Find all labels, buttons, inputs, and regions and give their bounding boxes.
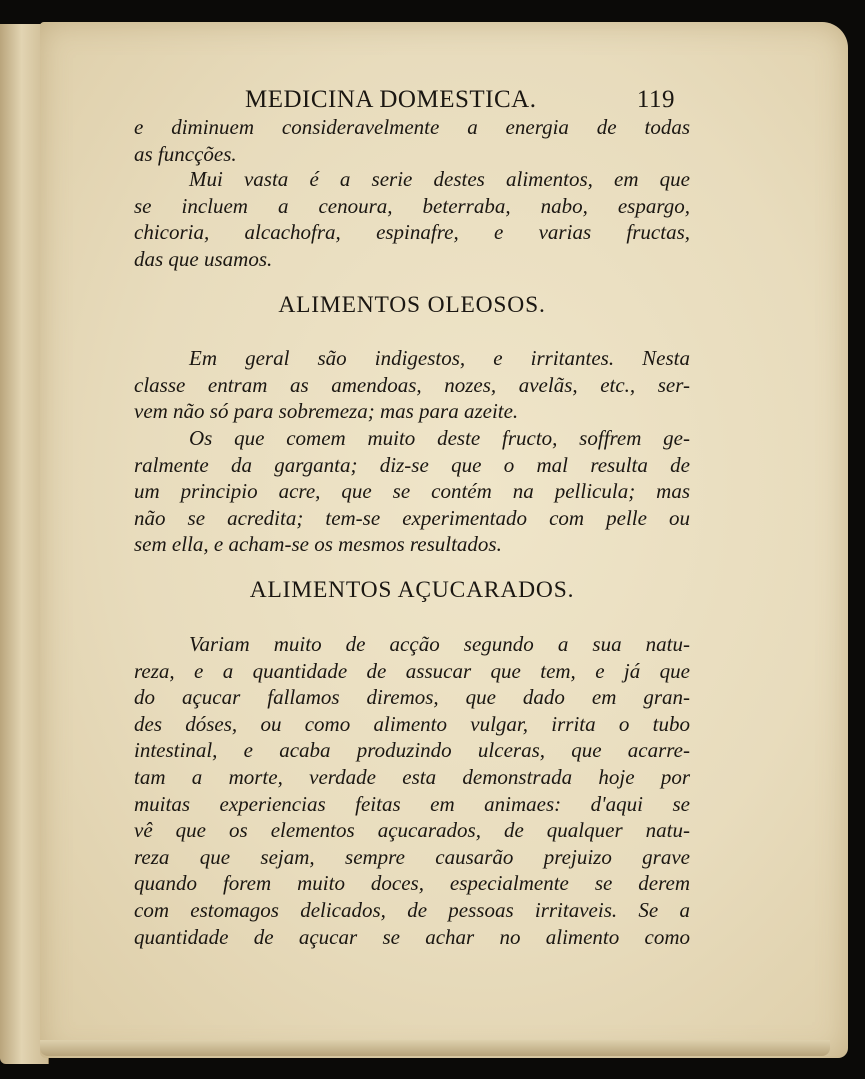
text-line: des dóses, ou como alimento vulgar, irrita o tubo	[134, 711, 690, 736]
text-line: reza que sejam, sempre causarão prejuizo grave	[134, 844, 690, 869]
text-line: classe entram as amendoas, nozes, avelãs, etc., ser-	[134, 372, 690, 397]
text-line: chicoria, alcachofra, espinafre, e varias fructas,	[134, 220, 690, 245]
text-line: muitas experiencias feitas em animaes: d'aqui se	[134, 791, 690, 816]
paragraph-continuation	[134, 114, 690, 167]
running-head	[245, 86, 675, 114]
text-line: com estomagos delicados, de pessoas irritaveis. Se a	[134, 897, 690, 922]
text-line: tam a morte, verdade esta demonstrada hoje por	[134, 764, 690, 789]
text-line: intestinal, e acaba produzindo ulceras, que acarre-	[134, 738, 690, 763]
text-line: ralmente da garganta; diz-se que o mal resulta de	[134, 452, 690, 477]
text-line: Em geral são indigestos, e irritantes. Nesta	[189, 346, 690, 370]
page-number: 119	[636, 86, 675, 113]
section-heading-oleosos: ALIMENTOS OLEOSOS.	[278, 292, 546, 318]
text-line: quando forem muito doces, especialmente se derem	[134, 871, 690, 896]
text-line: sem ella, e acham-se os mesmos resultados.	[134, 532, 502, 557]
text-line: das que usamos.	[134, 246, 273, 271]
section-heading-acucarados: ALIMENTOS AÇUCARADOS.	[249, 577, 575, 603]
paragraph-serie	[134, 166, 690, 272]
paragraph-oleosos-2	[134, 425, 690, 558]
text-line: e diminuem consideravelmente a energia de todas	[134, 115, 690, 139]
text-line: não se acredita; tem-se experimentado com pelle ou	[134, 505, 690, 530]
text-line: do açucar fallamos diremos, que dado em gran-	[134, 685, 690, 710]
paragraph-oleosos-1	[134, 345, 690, 425]
text-line: um principio acre, que se contém na pellicula; mas	[134, 479, 690, 504]
text-line: vê que os elementos açucarados, de qualquer natu-	[134, 818, 690, 843]
paragraph-acucarados	[134, 631, 690, 950]
text-line: as funcções.	[134, 141, 237, 166]
text-line: Os que comem muito deste fructo, soffrem ge-	[189, 426, 690, 450]
text-line: vem não só para sobremeza; mas para azeite.	[134, 399, 519, 424]
text-line: se incluem a cenoura, beterraba, nabo, espargo,	[134, 193, 690, 218]
text-line: Variam muito de acção segundo a sua natu-	[189, 632, 690, 656]
running-head-title: MEDICINA DOMESTICA.	[245, 86, 537, 113]
text-line: reza, e a quantidade de assucar que tem, e já que	[134, 658, 690, 683]
page-edge	[40, 1040, 830, 1056]
text-line: quantidade de açucar se achar no alimento como	[134, 924, 690, 949]
text-line: Mui vasta é a serie destes alimentos, em que	[189, 167, 690, 191]
